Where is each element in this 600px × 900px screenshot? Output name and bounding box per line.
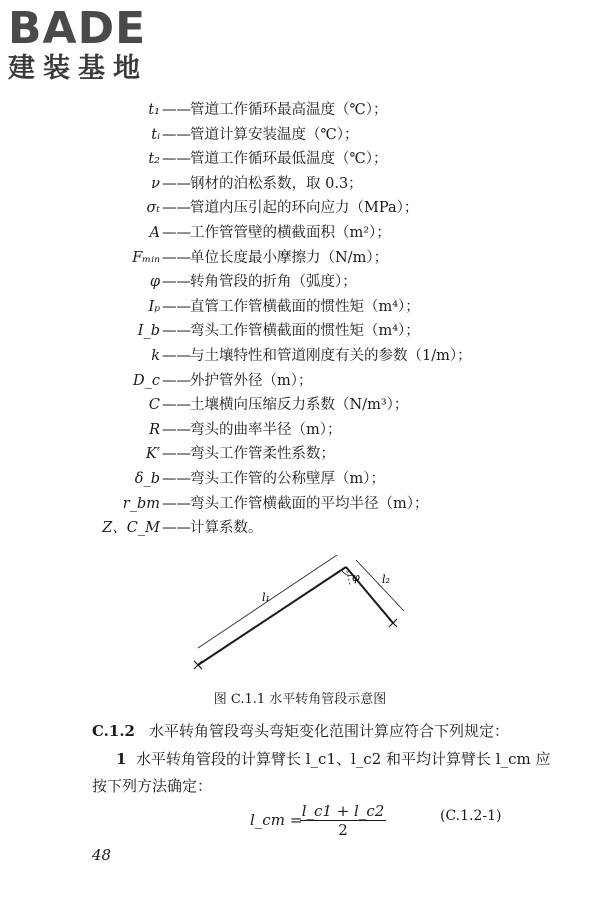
definition-symbol: σₜ — [146, 200, 160, 217]
definition-text: 弯头工作管的公称壁厚（m）； — [190, 471, 385, 487]
definition-text: 管道内压引起的环向应力（MPa）； — [190, 200, 419, 217]
clause-number: C.1.2 — [92, 722, 135, 740]
equation-numerator: l_c1 + l_c2 — [301, 802, 385, 820]
definition-symbol: φ — [149, 274, 160, 291]
definition-text: 工作管管壁的横截面积（m²）； — [190, 225, 391, 241]
logo-brand: BADE — [8, 3, 147, 54]
definition-dash: —— — [162, 520, 191, 537]
definition-text: 外护管外径（m）； — [190, 372, 313, 389]
definition-symbol: ν — [151, 175, 160, 192]
definition-row — [0, 246, 600, 270]
paragraph-line-1 — [116, 748, 550, 769]
anchor-point-left — [194, 661, 202, 669]
definition-row — [0, 492, 600, 516]
definition-dash: —— — [162, 151, 191, 168]
long-arm-label: l₁ — [262, 591, 270, 604]
bend-diagram — [170, 555, 430, 675]
definition-dash: —— — [162, 471, 191, 487]
definition-row — [0, 147, 600, 171]
anchor-point-right — [389, 619, 397, 627]
figure-caption: 图 C.1.1 水平转角管段示意图 — [213, 692, 387, 707]
equation-fraction — [300, 803, 386, 838]
definition-dash: —— — [162, 175, 191, 192]
definition-row — [0, 369, 600, 393]
definition-dash: —— — [162, 372, 191, 389]
definition-symbol: r_bm — [122, 495, 160, 512]
definition-symbol: t₂ — [148, 151, 160, 168]
definition-symbol: I_b — [137, 323, 160, 340]
definition-row — [0, 221, 600, 245]
definition-dash: —— — [162, 249, 191, 266]
definition-text: 管道工作循环最低温度（℃）； — [190, 151, 388, 168]
definition-row — [0, 270, 600, 294]
definition-symbol: Fₘᵢₙ — [132, 249, 160, 266]
definition-row — [0, 295, 600, 319]
definition-dash: —— — [162, 397, 191, 414]
angle-label: φ — [352, 571, 360, 584]
definition-dash: —— — [162, 126, 191, 143]
definition-dash: —— — [162, 274, 191, 291]
definition-row — [0, 196, 600, 220]
definition-row — [0, 393, 600, 417]
logo — [8, 3, 183, 84]
definition-dash: —— — [162, 348, 191, 364]
definition-text: 弯头工作管横截面的平均半径（m）； — [190, 495, 429, 512]
definition-row — [0, 418, 600, 442]
definition-dash: —— — [162, 102, 191, 118]
short-arm-label: l₂ — [382, 573, 390, 586]
definition-text: 钢材的泊松系数，取 0.3； — [190, 175, 363, 192]
definition-symbol: C — [148, 397, 160, 414]
definition-symbol: tᵢ — [151, 126, 160, 143]
definition-text: 直管工作管横截面的惯性矩（m⁴）； — [190, 298, 420, 315]
definition-row — [0, 344, 600, 368]
definition-symbol: Z、C_M — [102, 520, 160, 537]
logo-subtitle: 建装基地 — [8, 53, 148, 84]
definition-row — [0, 442, 600, 466]
definition-symbol: δ_b — [134, 471, 160, 487]
definition-dash: —— — [162, 446, 191, 463]
long-arm-line — [198, 567, 346, 665]
definition-text: 管道计算安装温度（℃）； — [190, 126, 359, 143]
definition-text: 转角管段的折角（弧度）； — [190, 274, 357, 291]
definition-text: 土壤横向压缩反力系数（N/m³）； — [190, 397, 409, 414]
definition-text: 弯头工作管横截面的惯性矩（m⁴）； — [190, 323, 420, 340]
definition-row — [0, 319, 600, 343]
definition-text: 管道工作循环最高温度（℃）； — [190, 102, 388, 118]
definition-row — [0, 98, 600, 122]
definition-text: 弯头工作管柔性系数； — [190, 446, 335, 463]
definition-symbol: D_c — [133, 372, 160, 389]
definition-row — [0, 123, 600, 147]
definition-row — [0, 172, 600, 196]
definition-text: 与土壤特性和管道刚度有关的参数（1/m）； — [190, 348, 472, 364]
definition-symbol: A — [149, 225, 160, 241]
equation-denominator: 2 — [338, 821, 348, 839]
definition-dash: —— — [162, 421, 191, 438]
definition-dash: —— — [162, 225, 191, 241]
page-number: 48 — [92, 846, 112, 864]
definition-symbol: t₁ — [148, 102, 160, 118]
definition-row — [0, 467, 600, 491]
definition-row — [0, 516, 600, 540]
paragraph-text-2: 按下列方法确定： — [92, 777, 213, 795]
definition-symbol: k — [151, 348, 160, 364]
definition-symbol: K′ — [145, 446, 160, 463]
definition-symbol: R — [149, 421, 160, 438]
definition-text: 计算系数。 — [190, 520, 263, 537]
definition-text: 弯头的曲率半径（m）； — [190, 421, 342, 438]
item-number: 1 — [116, 750, 127, 768]
short-arm-dim — [356, 560, 404, 611]
definition-dash: —— — [162, 495, 191, 512]
paragraph-text-1: 水平转角管段的计算臂长 l_c1、l_c2 和平均计算臂长 l_cm 应 — [135, 750, 551, 768]
definition-text: 单位长度最小摩擦力（N/m）； — [190, 249, 389, 266]
equation-lhs: l_cm = — [250, 811, 303, 829]
equation-number: (C.1.2-1) — [440, 808, 502, 824]
definition-dash: —— — [162, 200, 191, 217]
clause-title: 水平转角管段弯头弯矩变化范围计算应符合下列规定： — [149, 722, 510, 740]
definition-symbol: Iₚ — [148, 298, 160, 315]
clause-heading — [92, 720, 509, 741]
definition-dash: —— — [162, 323, 191, 340]
definition-dash: —— — [162, 298, 191, 315]
